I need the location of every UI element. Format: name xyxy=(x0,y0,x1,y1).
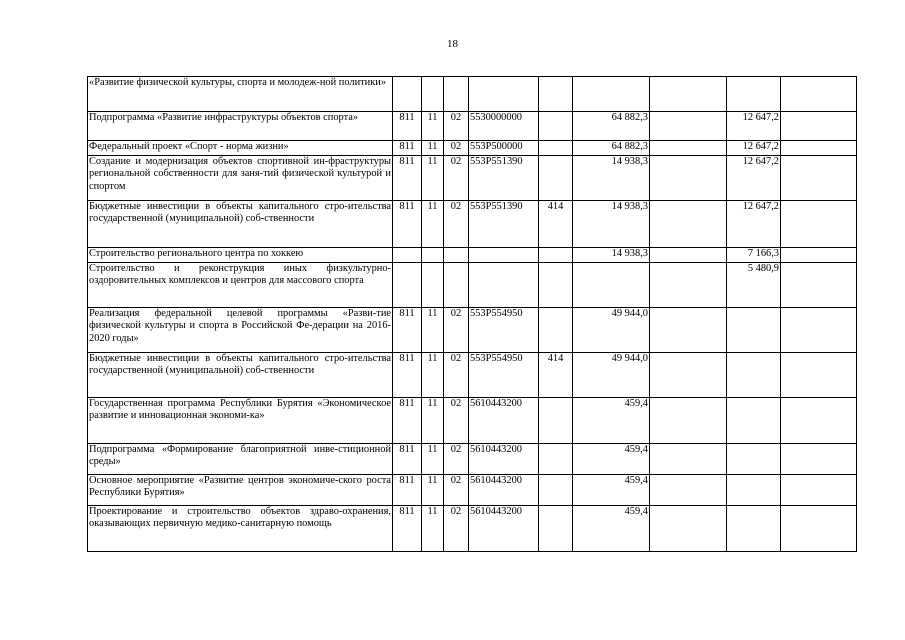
cell-admin-code: 811 xyxy=(393,112,422,141)
cell-amount-4 xyxy=(781,506,857,552)
cell-amount-2 xyxy=(650,77,727,112)
cell-subsection: 02 xyxy=(444,308,469,353)
cell-subsection xyxy=(444,248,469,263)
cell-amount-3 xyxy=(727,506,781,552)
cell-amount-1: 14 938,3 xyxy=(573,248,650,263)
cell-amount-2 xyxy=(650,444,727,475)
cell-amount-1: 14 938,3 xyxy=(573,201,650,248)
cell-name: Бюджетные инвестиции в объекты капитального стро-ительства государственной (муниципальной) соб-ственности xyxy=(88,201,393,248)
cell-subsection: 02 xyxy=(444,506,469,552)
cell-expense-type xyxy=(539,112,573,141)
page-number: 18 xyxy=(447,38,458,50)
cell-amount-2 xyxy=(650,506,727,552)
cell-admin-code: 811 xyxy=(393,506,422,552)
table-row xyxy=(88,156,857,201)
cell-section: 11 xyxy=(422,398,444,444)
cell-name: Основное мероприятие «Развитие центров экономиче-ского роста Республики Бурятия» xyxy=(88,475,393,506)
cell-name: Реализация федеральной целевой программы «Разви-тие физической культуры и спорта в Российской Фе-дерации на 2016-2020 годы» xyxy=(88,308,393,353)
table-body xyxy=(88,77,857,552)
cell-name: Подпрограмма «Формирование благоприятной инве-стиционной среды» xyxy=(88,444,393,475)
cell-name: Строительство регионального центра по хоккею xyxy=(88,248,393,263)
table-row xyxy=(88,263,857,308)
cell-amount-2 xyxy=(650,112,727,141)
cell-subsection: 02 xyxy=(444,444,469,475)
cell-target-article xyxy=(469,263,539,308)
cell-amount-3 xyxy=(727,77,781,112)
cell-target-article: 5610443200 xyxy=(469,506,539,552)
cell-admin-code xyxy=(393,263,422,308)
cell-amount-4 xyxy=(781,201,857,248)
cell-admin-code xyxy=(393,77,422,112)
cell-section: 11 xyxy=(422,506,444,552)
cell-amount-3 xyxy=(727,444,781,475)
cell-name: Подпрограмма «Развитие инфраструктуры объектов спорта» xyxy=(88,112,393,141)
cell-amount-4 xyxy=(781,444,857,475)
cell-admin-code: 811 xyxy=(393,141,422,156)
cell-amount-4 xyxy=(781,77,857,112)
cell-expense-type xyxy=(539,156,573,201)
cell-section: 11 xyxy=(422,353,444,398)
cell-admin-code xyxy=(393,248,422,263)
cell-expense-type xyxy=(539,77,573,112)
cell-name: Бюджетные инвестиции в объекты капитального стро-ительства государственной (муниципальной) соб-ственности xyxy=(88,353,393,398)
cell-target-article: 5610443200 xyxy=(469,444,539,475)
cell-section: 11 xyxy=(422,112,444,141)
cell-expense-type xyxy=(539,506,573,552)
table-row xyxy=(88,353,857,398)
cell-amount-2 xyxy=(650,201,727,248)
cell-amount-3: 12 647,2 xyxy=(727,156,781,201)
cell-amount-1: 49 944,0 xyxy=(573,353,650,398)
cell-amount-2 xyxy=(650,398,727,444)
cell-amount-3: 5 480,9 xyxy=(727,263,781,308)
table-row xyxy=(88,141,857,156)
cell-name: Государственная программа Республики Бурятия «Экономическое развитие и инновационная экономи-ка» xyxy=(88,398,393,444)
cell-expense-type xyxy=(539,475,573,506)
cell-amount-2 xyxy=(650,156,727,201)
cell-subsection: 02 xyxy=(444,353,469,398)
cell-subsection xyxy=(444,77,469,112)
cell-name: Создание и модернизация объектов спортивной ин-фраструктуры региональной собственности для заня-тий физической культурой и спортом xyxy=(88,156,393,201)
cell-amount-3 xyxy=(727,308,781,353)
cell-target-article: 553P554950 xyxy=(469,353,539,398)
cell-amount-3 xyxy=(727,475,781,506)
table-row xyxy=(88,444,857,475)
cell-target-article: 553P500000 xyxy=(469,141,539,156)
cell-amount-1: 64 882,3 xyxy=(573,112,650,141)
cell-target-article xyxy=(469,77,539,112)
cell-admin-code: 811 xyxy=(393,308,422,353)
cell-subsection: 02 xyxy=(444,156,469,201)
cell-amount-1: 459,4 xyxy=(573,506,650,552)
table-row xyxy=(88,475,857,506)
cell-amount-1: 64 882,3 xyxy=(573,141,650,156)
cell-amount-1: 49 944,0 xyxy=(573,308,650,353)
cell-section xyxy=(422,77,444,112)
cell-amount-3: 12 647,2 xyxy=(727,112,781,141)
cell-target-article xyxy=(469,248,539,263)
cell-amount-2 xyxy=(650,475,727,506)
cell-subsection: 02 xyxy=(444,398,469,444)
cell-name: «Развитие физической культуры, спорта и молодеж-ной политики» xyxy=(88,77,393,112)
cell-amount-2 xyxy=(650,353,727,398)
cell-section xyxy=(422,263,444,308)
cell-name: Федеральный проект «Спорт - норма жизни» xyxy=(88,141,393,156)
cell-expense-type: 414 xyxy=(539,201,573,248)
cell-amount-4 xyxy=(781,141,857,156)
cell-target-article: 5610443200 xyxy=(469,398,539,444)
cell-expense-type xyxy=(539,308,573,353)
cell-amount-2 xyxy=(650,248,727,263)
cell-amount-4 xyxy=(781,112,857,141)
cell-section: 11 xyxy=(422,156,444,201)
cell-target-article: 553P551390 xyxy=(469,201,539,248)
cell-expense-type xyxy=(539,398,573,444)
cell-amount-4 xyxy=(781,353,857,398)
cell-target-article: 5610443200 xyxy=(469,475,539,506)
cell-section: 11 xyxy=(422,444,444,475)
cell-expense-type xyxy=(539,444,573,475)
cell-amount-4 xyxy=(781,308,857,353)
cell-amount-3 xyxy=(727,398,781,444)
cell-section xyxy=(422,248,444,263)
cell-amount-3: 7 166,3 xyxy=(727,248,781,263)
cell-target-article: 553P551390 xyxy=(469,156,539,201)
cell-amount-1 xyxy=(573,77,650,112)
cell-expense-type xyxy=(539,248,573,263)
cell-expense-type: 414 xyxy=(539,353,573,398)
cell-section: 11 xyxy=(422,475,444,506)
budget-table xyxy=(87,76,857,552)
cell-section: 11 xyxy=(422,201,444,248)
cell-amount-1: 459,4 xyxy=(573,398,650,444)
cell-amount-2 xyxy=(650,263,727,308)
cell-amount-4 xyxy=(781,248,857,263)
cell-amount-3 xyxy=(727,353,781,398)
cell-subsection xyxy=(444,263,469,308)
cell-subsection: 02 xyxy=(444,141,469,156)
table-row xyxy=(88,77,857,112)
cell-section: 11 xyxy=(422,141,444,156)
cell-expense-type xyxy=(539,263,573,308)
cell-amount-3: 12 647,2 xyxy=(727,201,781,248)
cell-amount-1: 459,4 xyxy=(573,475,650,506)
cell-amount-2 xyxy=(650,308,727,353)
cell-amount-4 xyxy=(781,156,857,201)
cell-name: Строительство и реконструкция иных физкультурно-оздоровительных комплексов и центров для массового спорта xyxy=(88,263,393,308)
cell-name: Проектирование и строительство объектов здраво-охранения, оказывающих первичную медико-санитарную помощь xyxy=(88,506,393,552)
cell-admin-code: 811 xyxy=(393,353,422,398)
table-row xyxy=(88,112,857,141)
table-row xyxy=(88,398,857,444)
cell-subsection: 02 xyxy=(444,475,469,506)
cell-amount-1 xyxy=(573,263,650,308)
cell-amount-1: 14 938,3 xyxy=(573,156,650,201)
table-row xyxy=(88,506,857,552)
cell-admin-code: 811 xyxy=(393,398,422,444)
cell-subsection: 02 xyxy=(444,112,469,141)
cell-expense-type xyxy=(539,141,573,156)
cell-amount-1: 459,4 xyxy=(573,444,650,475)
cell-target-article: 553P554950 xyxy=(469,308,539,353)
table-row xyxy=(88,308,857,353)
table-row xyxy=(88,201,857,248)
cell-target-article: 5530000000 xyxy=(469,112,539,141)
cell-amount-3: 12 647,2 xyxy=(727,141,781,156)
cell-amount-4 xyxy=(781,398,857,444)
table-row xyxy=(88,248,857,263)
cell-admin-code: 811 xyxy=(393,201,422,248)
cell-amount-4 xyxy=(781,475,857,506)
cell-admin-code: 811 xyxy=(393,444,422,475)
cell-admin-code: 811 xyxy=(393,156,422,201)
cell-amount-2 xyxy=(650,141,727,156)
cell-subsection: 02 xyxy=(444,201,469,248)
cell-admin-code: 811 xyxy=(393,475,422,506)
cell-section: 11 xyxy=(422,308,444,353)
cell-amount-4 xyxy=(781,263,857,308)
